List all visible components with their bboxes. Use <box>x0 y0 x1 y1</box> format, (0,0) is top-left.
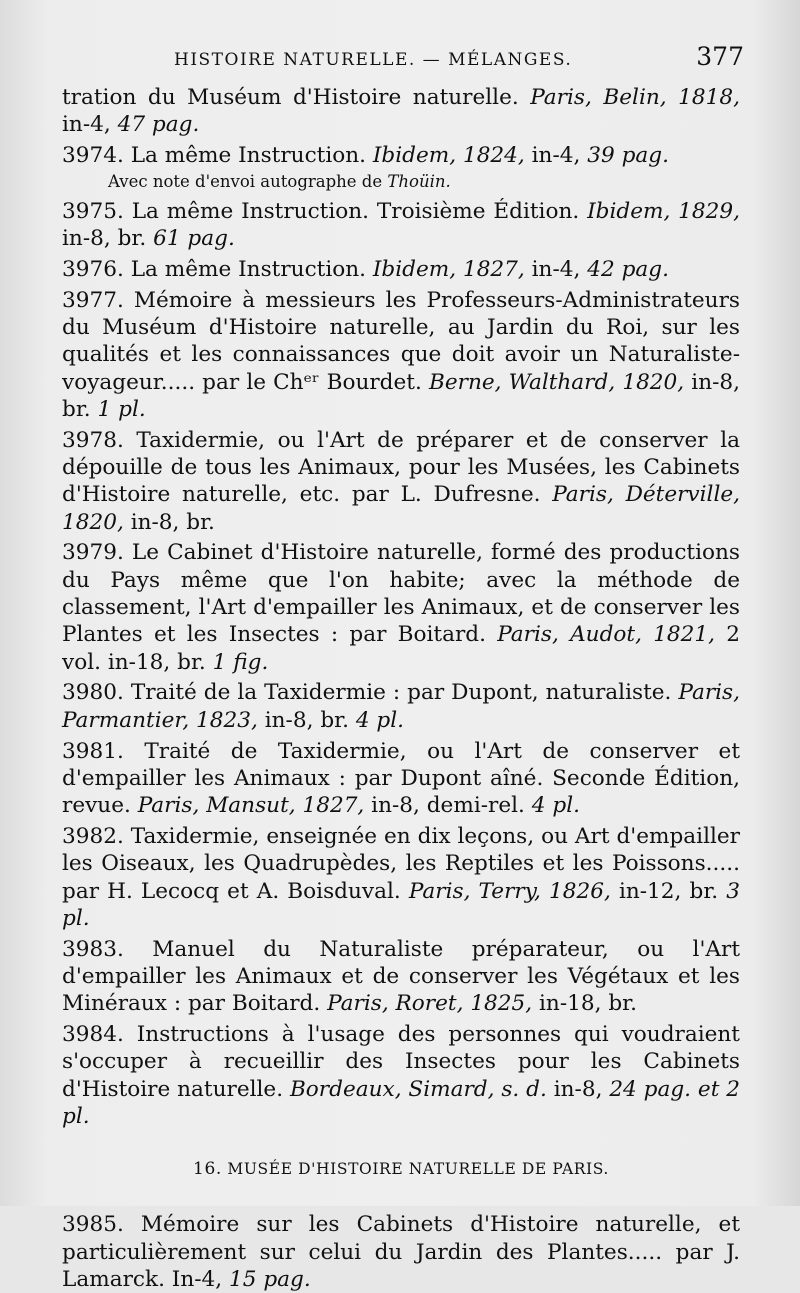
entry-text: Traité de la Taxidermie : par Dupont, naturaliste. <box>123 680 679 706</box>
note-name: Thoüin. <box>387 171 451 191</box>
entry-format: in-8, br. <box>62 226 154 252</box>
catalogue-entry <box>62 1211 740 1293</box>
entry-text: Traité de Taxidermie, ou l'Art de conserver et d'empailler les Animaux : par Dupont aîné. Seconde Édition, revue. <box>62 738 740 819</box>
entry-collation: 61 pag. <box>153 226 235 252</box>
entry-imprint: Ibidem, 1824, <box>372 143 525 169</box>
catalogue-entry <box>62 287 740 423</box>
section-number: 16. <box>193 1159 222 1180</box>
entry-number: 3979. <box>62 540 124 566</box>
entry-imprint: Paris, Déterville, 1820, <box>62 482 740 535</box>
entry-imprint: Paris, Mansut, 1827, <box>137 793 365 819</box>
entry-text: Mémoire à messieurs les Professeurs-Administrateurs du Muséum d'Histoire naturelle, au Jardin du Roi, sur les qualités et les connaissances que doit avoir un Naturaliste-voyageur..... par le Chᵉʳ Bourdet. <box>62 287 740 395</box>
entry-number: 3974. <box>62 143 124 169</box>
entry-text: Le Cabinet d'Histoire naturelle, formé des productions du Pays même que l'on habite; avec la méthode de classement, l'Art d'empailler les Animaux, et de conserver les Plantes et les Insectes : par Boitard. <box>62 540 740 648</box>
entry-number: 3983. <box>62 936 124 962</box>
entry-text: Instructions à l'usage des personnes qui voudraient s'occuper à recueillir des Insectes pour les Cabinets d'Histoire naturelle. <box>62 1022 740 1102</box>
entry-text: tration du Muséum d'Histoire naturelle. <box>62 85 531 110</box>
page-header <box>62 38 744 84</box>
entry-imprint: Ibidem, 1829, <box>587 198 740 224</box>
entry-collation: 3 pl. <box>62 878 741 931</box>
entry-collation: 1 fig. <box>212 649 269 675</box>
entries-top <box>62 84 740 169</box>
entry-imprint: Paris, Belin, 1818, <box>530 85 740 110</box>
entry-collation: 39 pag. <box>587 143 669 169</box>
entry-format: 2 vol. in-18, br. <box>62 622 740 675</box>
entry-format: in-8, <box>546 1076 610 1102</box>
catalogue-entry <box>62 84 740 139</box>
catalogue-entry <box>62 1021 740 1130</box>
entry-number: 3978. <box>62 427 124 453</box>
catalogue-entry <box>62 142 740 169</box>
running-head: HISTOIRE NATURELLE. — MÉLANGES. <box>174 50 573 70</box>
entry-imprint: Berne, Walthard, 1820, <box>428 369 685 395</box>
page-number: 377 <box>696 42 744 71</box>
entry-collation: 1 pl. <box>97 396 146 422</box>
entry-number: 3980. <box>62 680 124 706</box>
entry-format: in-18, br. <box>532 991 637 1017</box>
entry-format: in-4, <box>524 256 588 282</box>
catalogue-entry <box>62 738 740 820</box>
entry-format: in-12, br. <box>610 878 727 904</box>
entry-text: Manuel du Naturaliste préparateur, ou l'Art d'empailler les Animaux et de conserver les Végétaux et les Minéraux : par Boitard. <box>62 936 740 1017</box>
entry-number: 3977. <box>62 287 124 313</box>
section-title: MUSÉE D'HISTOIRE NATURELLE DE PARIS. <box>227 1160 609 1179</box>
entry-number: 3982. <box>62 823 124 849</box>
entry-imprint: Bordeaux, Simard, s. d. <box>289 1076 547 1102</box>
entry-text: La même Instruction. <box>123 256 373 282</box>
entry-format: in-8, br. <box>123 509 215 535</box>
entry-imprint: Ibidem, 1827, <box>372 256 525 282</box>
catalogue-entries <box>62 84 740 1293</box>
entry-collation: 24 pag. et 2 pl. <box>62 1076 740 1129</box>
entry-imprint: 15 pag. <box>229 1267 311 1293</box>
catalogue-entry <box>62 256 740 283</box>
catalogue-entry <box>62 823 740 932</box>
section-heading <box>62 1156 740 1183</box>
entry-text: Taxidermie, enseignée en dix leçons, ou Art d'empailler les Oiseaux, les Quadrupèdes, les Reptiles et les Poissons..... par H. Lecocq et A. Boisduval. <box>62 823 740 904</box>
entry-number: 3985. <box>62 1212 124 1238</box>
entry-format: in-4, <box>524 143 588 169</box>
catalogue-entry <box>62 427 740 536</box>
entry-format: in-4, <box>62 112 118 138</box>
entry-imprint: Paris, Roret, 1825, <box>327 991 533 1017</box>
entry-format: in-8, br. <box>62 369 741 422</box>
catalogue-entry <box>62 679 740 734</box>
catalogue-entry <box>62 198 740 253</box>
catalogue-entry <box>62 936 740 1018</box>
entry-format: in-8, br. <box>257 707 356 733</box>
catalogue-entry <box>62 539 740 675</box>
entry-imprint: Paris, Parmantier, 1823, <box>62 680 740 733</box>
entry-collation: 42 pag. <box>587 256 669 282</box>
entry-text: Mémoire sur les Cabinets d'Histoire naturelle, et particulièrement sur celui du Jardin des Plantes..... par J. Lamarck. In-4, <box>62 1212 740 1293</box>
entry-format: in-8, demi-rel. <box>364 793 532 819</box>
entry-imprint: Paris, Terry, 1826, <box>408 878 611 904</box>
entry-number: 3975. <box>62 198 124 224</box>
entry-number: 3981. <box>62 738 124 764</box>
entry-collation: 47 pag. <box>117 112 200 138</box>
note-text: Avec note d'envoi autographe de <box>108 171 388 191</box>
entry-note <box>108 171 740 193</box>
entry-text: La même Instruction. Troisième Édition. <box>123 198 588 224</box>
entry-number: 3976. <box>62 256 124 282</box>
entry-imprint: Paris, Audot, 1821, <box>497 622 716 648</box>
entries-middle <box>62 198 740 1130</box>
entries-bottom <box>62 1211 740 1293</box>
entry-text: La même Instruction. <box>123 143 373 169</box>
entry-text: Taxidermie, ou l'Art de préparer et de conserver la dépouille de tous les Animaux, pour les Musées, les Cabinets d'Histoire naturelle, etc. par L. Dufresne. <box>62 427 740 508</box>
entry-collation: 4 pl. <box>531 793 580 819</box>
entry-number: 3984. <box>62 1022 124 1047</box>
entry-collation: 4 pl. <box>355 707 405 733</box>
